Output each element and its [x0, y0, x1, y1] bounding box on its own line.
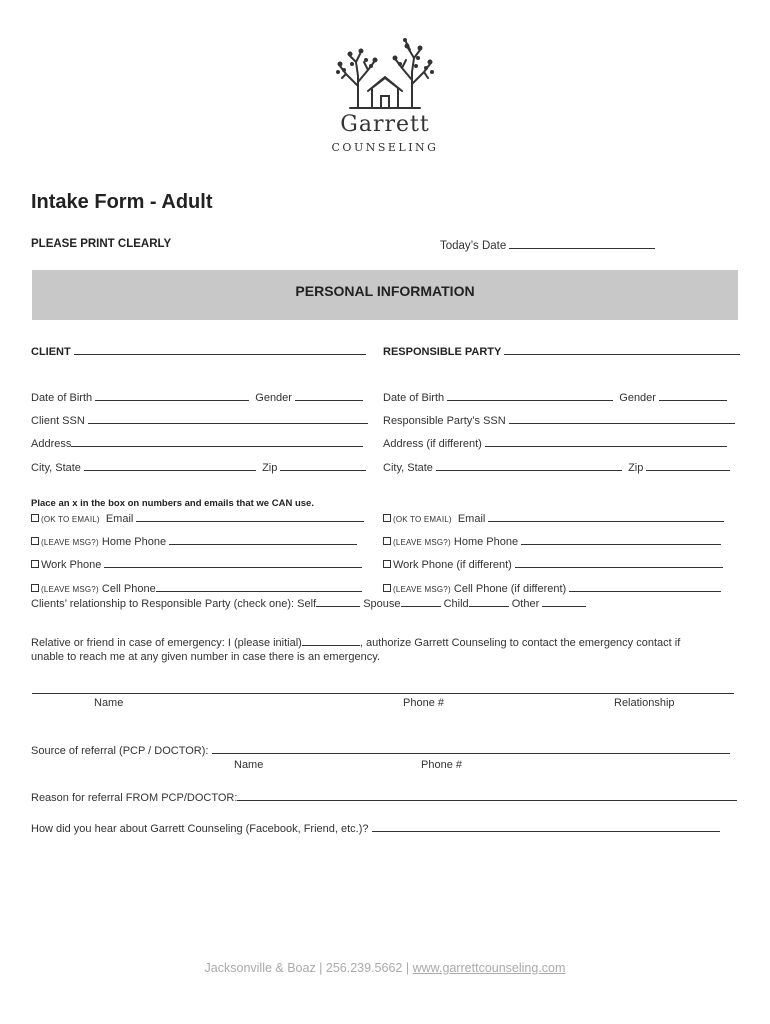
emergency-line-1[interactable]: Relative or friend in case of emergency: I (please initial) , authorize Garrett Counseling to contact the emergency contact if	[31, 637, 681, 649]
responsible-email-line[interactable]	[488, 511, 724, 522]
relationship-other-line[interactable]	[542, 596, 586, 607]
print-note: PLEASE PRINT CLEARLY	[31, 238, 172, 250]
client-zip-line[interactable]	[280, 460, 366, 471]
responsible-zip-line[interactable]	[646, 460, 730, 471]
how-heard-line[interactable]	[372, 821, 720, 832]
client-city-field[interactable]: City, State Zip	[31, 460, 366, 474]
responsible-party-line[interactable]	[504, 344, 740, 355]
emergency-line-2: unable to reach me at any given number in case there is an emergency.	[31, 651, 380, 663]
client-dob-field[interactable]: Date of Birth Gender	[31, 390, 363, 404]
brand-subtitle: COUNSELING	[331, 141, 439, 154]
client-work-phone-line[interactable]	[104, 557, 362, 568]
responsible-home-phone-line[interactable]	[521, 534, 721, 545]
responsible-party-field[interactable]: RESPONSIBLE PARTY	[383, 344, 740, 358]
responsible-home-phone-field[interactable]: (LEAVE MSG?) Home Phone	[383, 534, 721, 548]
section-title: PERSONAL INFORMATION	[295, 283, 475, 299]
emergency-name-label: Name	[94, 697, 124, 709]
client-home-phone-field[interactable]: (LEAVE MSG?) Home Phone	[31, 534, 357, 548]
client-email-field[interactable]: (OK TO EMAIL) Email	[31, 511, 364, 525]
leave-msg-checkbox[interactable]	[31, 537, 39, 545]
emergency-phone-label: Phone #	[403, 697, 444, 709]
client-address-line[interactable]	[71, 436, 363, 447]
client-address-field[interactable]: Address	[31, 436, 363, 450]
referral-phone-label: Phone #	[421, 759, 462, 771]
referral-source-line[interactable]	[212, 743, 730, 754]
footer-website-link[interactable]: www.garrettcounseling.com	[412, 961, 566, 975]
todays-date-field[interactable]: Today’s Date	[440, 238, 655, 252]
responsible-address-line[interactable]	[485, 436, 727, 447]
contact-instruction: Place an x in the box on numbers and emails that we CAN use.	[31, 498, 314, 509]
leave-msg-checkbox[interactable]	[383, 537, 391, 545]
client-work-phone-field[interactable]: Work Phone	[31, 557, 362, 571]
client-ssn-field[interactable]: Client SSN	[31, 413, 368, 427]
client-dob-line[interactable]	[95, 390, 249, 401]
client-ssn-line[interactable]	[88, 413, 368, 424]
responsible-city-field[interactable]: City, State Zip	[383, 460, 730, 474]
footer: Jacksonville & Boaz | 256.239.5662 | www.garrettcounseling.com	[204, 961, 566, 975]
client-cell-phone-line[interactable]	[156, 581, 362, 592]
responsible-cell-phone-field[interactable]: (LEAVE MSG?) Cell Phone (if different)	[383, 581, 721, 595]
relationship-spouse-line[interactable]	[401, 596, 441, 607]
brand-name: Garrett	[340, 112, 430, 137]
relationship-child-line[interactable]	[469, 596, 509, 607]
emergency-initial-line[interactable]	[302, 635, 360, 646]
form-title: Intake Form - Adult	[31, 191, 213, 213]
client-city-line[interactable]	[84, 460, 256, 471]
client-field[interactable]: CLIENT	[31, 344, 366, 358]
client-line[interactable]	[74, 344, 366, 355]
responsible-address-field[interactable]: Address (if different)	[383, 436, 727, 450]
responsible-work-phone-field[interactable]: Work Phone (if different)	[383, 557, 723, 571]
referral-name-label: Name	[234, 759, 264, 771]
client-gender-line[interactable]	[295, 390, 363, 401]
client-email-line[interactable]	[136, 511, 364, 522]
responsible-email-field[interactable]: (OK TO EMAIL) Email	[383, 511, 724, 525]
relationship-self-line[interactable]	[316, 596, 360, 607]
ok-to-email-checkbox[interactable]	[31, 514, 39, 522]
relationship-field[interactable]: Clients’ relationship to Responsible Party (check one): Self Spouse Child Other	[31, 596, 586, 610]
emergency-relationship-label: Relationship	[614, 697, 675, 709]
todays-date-line[interactable]	[509, 238, 655, 249]
referral-reason-line[interactable]	[237, 790, 737, 801]
client-home-phone-line[interactable]	[169, 534, 357, 545]
responsible-ssn-line[interactable]	[509, 413, 735, 424]
ok-to-email-checkbox[interactable]	[383, 514, 391, 522]
work-phone-checkbox[interactable]	[383, 560, 391, 568]
responsible-work-phone-line[interactable]	[515, 557, 723, 568]
leave-msg-checkbox[interactable]	[31, 584, 39, 592]
responsible-dob-field[interactable]: Date of Birth Gender	[383, 390, 727, 404]
responsible-dob-line[interactable]	[447, 390, 613, 401]
responsible-city-line[interactable]	[436, 460, 622, 471]
work-phone-checkbox[interactable]	[31, 560, 39, 568]
emergency-contact-line[interactable]	[32, 693, 734, 694]
referral-source-field[interactable]: Source of referral (PCP / DOCTOR):	[31, 743, 730, 757]
leave-msg-checkbox[interactable]	[383, 584, 391, 592]
responsible-ssn-field[interactable]: Responsible Party’s SSN	[383, 413, 735, 427]
how-heard-field[interactable]: How did you hear about Garrett Counseling (Facebook, Friend, etc.)?	[31, 821, 720, 835]
client-cell-phone-field[interactable]: (LEAVE MSG?) Cell Phone	[31, 581, 362, 595]
tree-house-logo-icon	[330, 38, 440, 119]
referral-reason-field[interactable]: Reason for referral FROM PCP/DOCTOR:	[31, 790, 737, 804]
section-banner	[32, 270, 738, 320]
responsible-gender-line[interactable]	[659, 390, 727, 401]
responsible-cell-phone-line[interactable]	[569, 581, 721, 592]
